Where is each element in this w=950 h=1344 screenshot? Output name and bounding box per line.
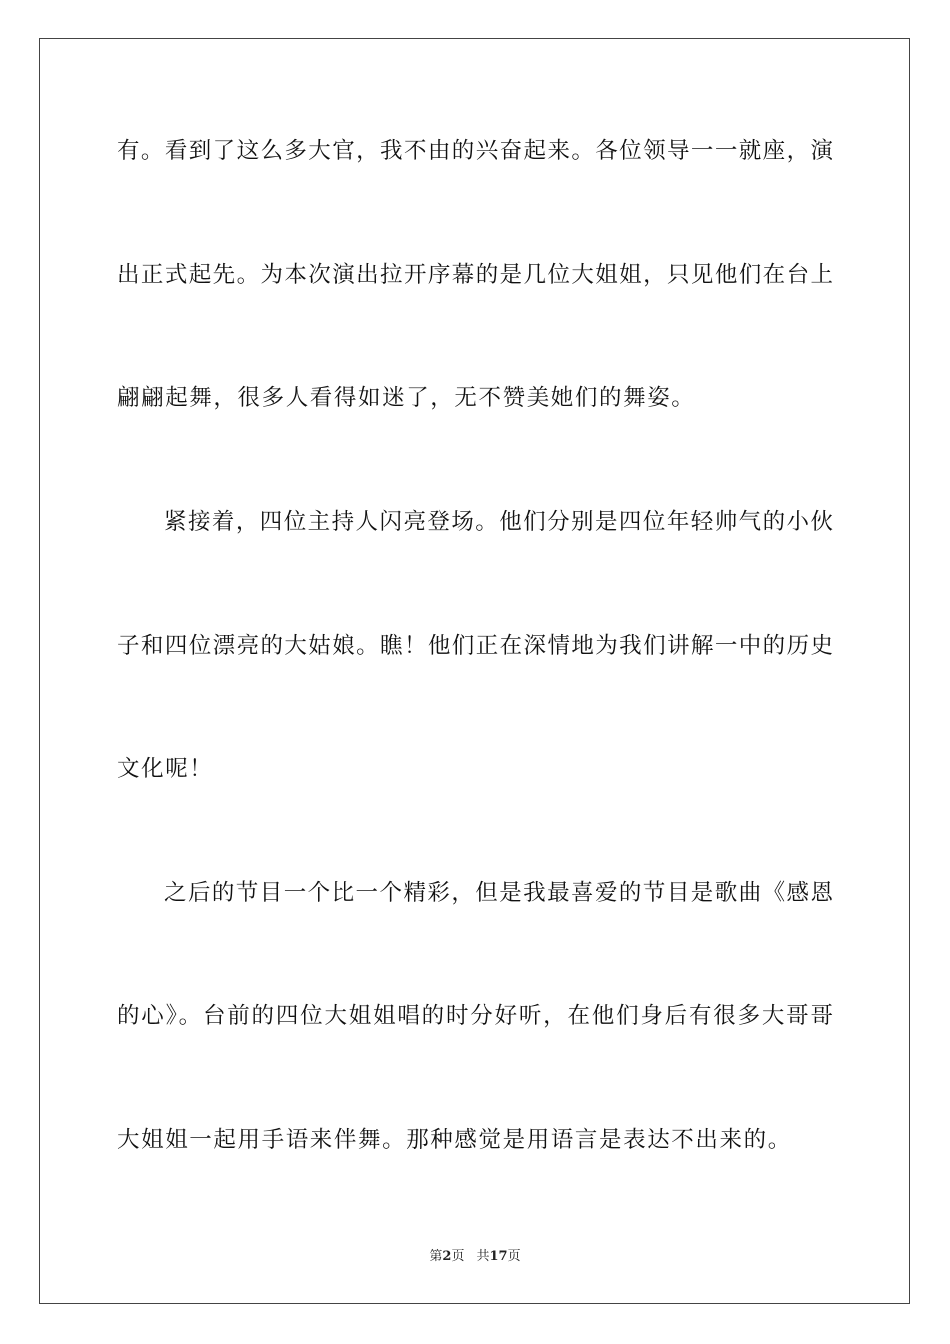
paragraph-line: 紧接着，四位主持人闪亮登场。他们分别是四位年轻帅气的小伙 [164, 509, 833, 535]
paragraph-line: 文化呢！ [117, 756, 214, 782]
total-suffix: 页 [507, 1249, 521, 1264]
current-page-number: 2 [442, 1249, 452, 1264]
paragraph-line: 出正式起先。为本次演出拉开序幕的是几位大姐姐，只见他们在台上 [117, 262, 833, 288]
paragraph-line: 翩翩起舞，很多人看得如迷了，无不赞美她们的舞姿。 [117, 385, 696, 411]
paragraph-line: 有。看到了这么多大官，我不由的兴奋起来。各位领导一一就座，演 [117, 138, 833, 164]
paragraph-line: 大姐姐一起用手语来伴舞。那种感觉是用语言是表达不出来的。 [117, 1127, 792, 1153]
paragraph-line: 的心》。台前的四位大姐姐唱的时分好听，在他们身后有很多大哥哥 [117, 1003, 833, 1029]
page-suffix: 页 [451, 1249, 465, 1264]
total-page-number: 17 [489, 1249, 508, 1264]
total-prefix: 共 [476, 1249, 490, 1264]
paragraph-line: 子和四位漂亮的大姑娘。瞧！他们正在深情地为我们讲解一中的历史 [117, 633, 833, 659]
paragraph-line: 之后的节目一个比一个精彩，但是我最喜爱的节目是歌曲《感恩 [164, 880, 833, 906]
page-prefix: 第 [429, 1249, 443, 1264]
page-border [39, 38, 910, 1304]
page-footer [0, 1249, 950, 1265]
